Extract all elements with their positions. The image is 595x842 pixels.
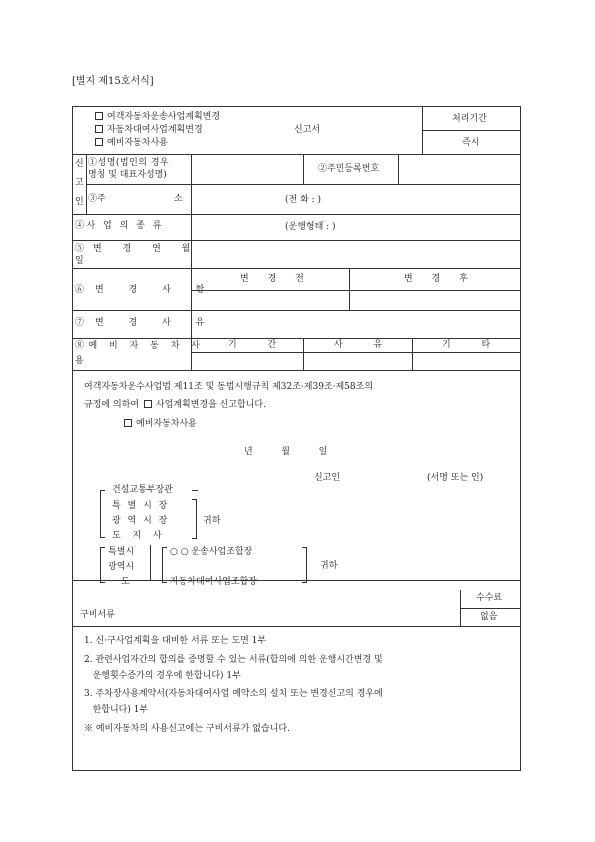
assoc-bracket: [162, 547, 167, 583]
before-header: 변 경 전: [240, 274, 312, 284]
assoc-bracket-right: [302, 547, 307, 583]
checkbox-icon[interactable]: [95, 112, 103, 120]
processing-period-label: 처리기간: [452, 114, 487, 124]
doc-item: 운행횟수증가의 경우에 한합니다) 1부: [84, 671, 241, 681]
doc-item: 3. 주차장사용계약서(자동차대여사업 예약소의 설치 또는 변경신고의 경우에: [84, 689, 383, 699]
city-metro: 광역시: [108, 562, 135, 572]
doc-item: 1. 신·구사업계획을 대비한 서류 또는 도면 1부: [84, 636, 267, 646]
addressee-metro-city: 광 역 시 장: [112, 516, 170, 526]
option-reserve-vehicle[interactable]: 예비자동차사용: [95, 138, 168, 149]
operation-type-label: (운행형태 : ): [285, 222, 336, 232]
city-special: 특별시: [108, 547, 135, 557]
city-province: 도: [121, 577, 130, 587]
addressee-bracket-right: [192, 499, 197, 539]
honorific: 귀하: [203, 516, 221, 526]
reserve-option[interactable]: 예비자동차사용: [124, 419, 197, 430]
date-line: 년 월 일: [244, 447, 328, 457]
doc-item: 2. 관련사업자간의 합의를 증명할 수 있는 서류(합의에 의한 운행시간변경 및: [84, 655, 383, 665]
doc-item: 한합니다) 1부: [84, 705, 149, 715]
processing-period-value: 즉시: [462, 138, 480, 148]
option-rental-plan-change[interactable]: 자동차대여사업계획변경: [95, 125, 203, 136]
assoc-transport: ○ ○ 운송사업조합장: [170, 547, 253, 557]
phone-label: (전 화 : ): [285, 195, 322, 205]
addressee-province: 도 지 사: [112, 531, 164, 541]
name-field[interactable]: [193, 156, 301, 182]
reserve-vehicle-label: ⑧예 비 자 동 차 사: [75, 341, 205, 351]
fee-label: 수수료: [476, 593, 503, 603]
applicant-label: 신고인: [314, 473, 341, 483]
required-docs-label: 구비서류: [80, 610, 115, 620]
checkbox-icon[interactable]: [95, 138, 103, 146]
statement-line-2: 규정에 의하여 사업계획변경을 신고합니다.: [84, 400, 266, 410]
address-field[interactable]: [193, 186, 518, 212]
reserve-vehicle-label-2: 용: [75, 356, 84, 366]
signature-label: (서명 또는 인): [427, 473, 484, 483]
fee-value: 없음: [480, 612, 498, 622]
checkbox-icon[interactable]: [95, 125, 103, 133]
option-passenger-plan-change[interactable]: 여객자동차운송사업계획변경: [95, 112, 220, 123]
checkbox-icon[interactable]: [144, 400, 152, 408]
applicant-side-label-3: 인: [75, 197, 84, 207]
doc-note: ※ 예비자동차의 사용신고에는 구비서류가 없습니다.: [84, 724, 290, 734]
change-reason-field[interactable]: [193, 312, 518, 336]
form-number: [별지 제15호서식]: [72, 76, 154, 87]
addressee-minister: 건설교통부장관: [112, 485, 173, 495]
change-date-label: ⑤변 경 연 월: [75, 244, 200, 254]
form-title: 신고서: [294, 125, 321, 135]
change-date-field[interactable]: [193, 242, 518, 266]
other-header: 기 타: [442, 340, 505, 350]
honorific-2: 귀하: [320, 561, 338, 571]
addressee-bracket: [100, 490, 105, 538]
applicant-side-label-1: 신: [75, 159, 84, 169]
city-bracket: [100, 547, 105, 583]
name-label-line2: 명칭 및 대표자성명): [88, 170, 167, 180]
assoc-rental: 자동차대여사업조합장: [170, 577, 257, 587]
addressee-special-city: 특 별 시 장: [112, 501, 170, 511]
name-label: ①성명(법인의 경우: [88, 158, 170, 168]
address-label: ③주: [88, 194, 106, 204]
business-type-label: ④사 업 의 종 류: [75, 221, 164, 231]
change-items-label: ⑥변 경 사 항: [75, 285, 216, 295]
reason-header: 사 유: [334, 340, 397, 350]
address-label-2: 소: [174, 194, 183, 204]
change-reason-label: ⑦변 경 사 유: [75, 318, 216, 328]
applicant-side-label-2: 고: [75, 178, 84, 188]
resident-id-label: ②주민등록번호: [318, 164, 380, 174]
statement-line-1: 여객자동차운수사업법 제11조 및 동법시행규칙 제32조·제39조·제58조의: [84, 382, 374, 392]
period-header: 기 간: [228, 340, 291, 350]
checkbox-icon[interactable]: [124, 419, 132, 427]
resident-id-field[interactable]: [400, 156, 518, 182]
after-header: 변 경 후: [404, 274, 476, 284]
change-date-label-2: 일: [75, 256, 84, 266]
